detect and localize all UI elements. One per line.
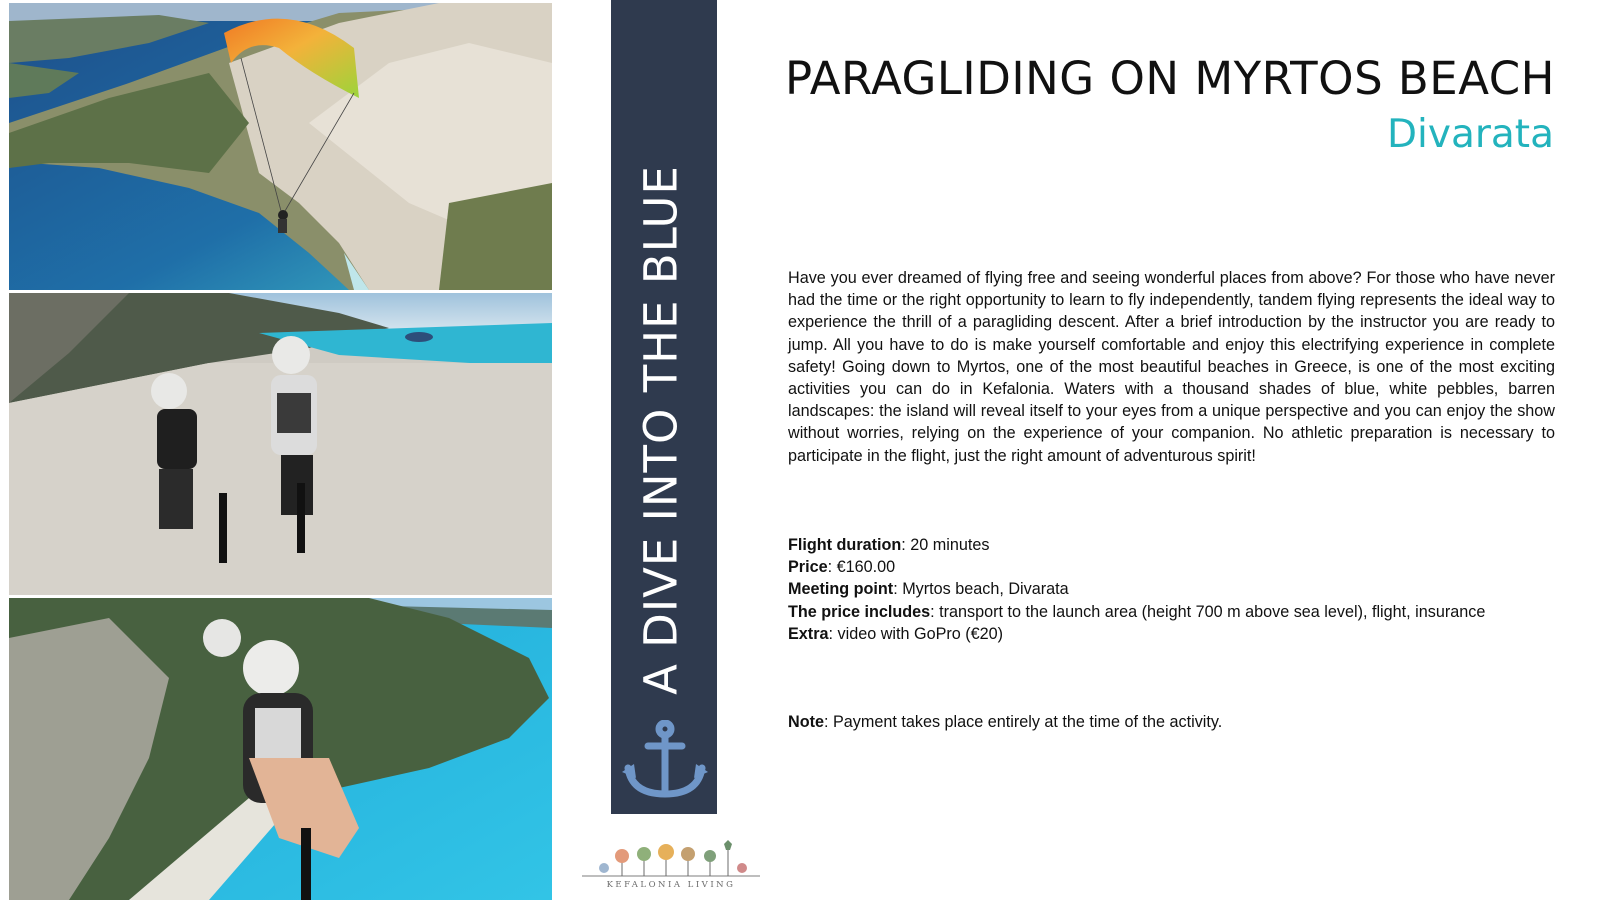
- detail-label: The price includes: [788, 602, 931, 621]
- banner-tagline: A DIVE INTO THE BLUE: [634, 165, 688, 695]
- photo-tandem-flight-over-myrtos: [9, 598, 552, 900]
- detail-value: transport to the launch area (height 700 m above sea level), flight, insurance: [939, 602, 1486, 621]
- payment-note: Note: Payment takes place entirely at the time of the activity.: [788, 713, 1223, 731]
- detail-price-includes: The price includes: transport to the launch area (height 700 m above sea level), flight, insurance: [788, 602, 1486, 621]
- note-value: Payment takes place entirely at the time of the activity.: [832, 713, 1223, 731]
- detail-label: Meeting point: [788, 580, 894, 599]
- detail-label: Price: [788, 558, 828, 577]
- location-subtitle: Divarata: [1387, 112, 1554, 157]
- detail-label: Flight duration: [788, 536, 902, 554]
- activity-description: Have you ever dreamed of flying free and seeing wonderful places from above? For those who have never had the time or the right opportunity to learn to fly independently, tandem flying represents the ideal way to experience the thrill of a paragliding descent. After a brief introduction by the instructor you are ready to jump. All you have to do is make yourself comfortable and enjoy this electrifying experience in complete safety! Going down to Myrtos, one of the most beautiful beaches in Greece, is one of the most exciting activities you can do in Kefalonia. Waters with a thousand shades of blue, white pebbles, barren landscapes: the island will reveal itself to your eyes from a unique perspective and you can enjoy the show without worries, relying on the experience of your companion. No athletic preparation is necessary to participate in the flight, just the right amount of adventurous spirit!: [788, 269, 1555, 465]
- detail-price: Price: €160.00: [788, 558, 896, 577]
- anchor-icon: [620, 720, 710, 802]
- page-title: PARAGLIDING ON MYRTOS BEACH: [785, 52, 1555, 105]
- logo-text: KEFALONIA LIVING: [606, 880, 736, 890]
- detail-value: 20 minutes: [910, 536, 990, 554]
- photo-paraglider-over-cliffs: [9, 3, 552, 290]
- detail-label: Extra: [788, 624, 829, 643]
- detail-value: video with GoPro (€20): [837, 624, 1004, 643]
- note-label: Note: [788, 713, 824, 731]
- activity-details: [788, 534, 1555, 645]
- detail-flight-duration: Flight duration: 20 minutes: [788, 536, 990, 554]
- detail-extra: Extra: video with GoPro (€20): [788, 624, 1004, 643]
- detail-meeting-point: Meeting point: Myrtos beach, Divarata: [788, 580, 1069, 599]
- detail-value: €160.00: [836, 558, 896, 577]
- photo-instructor-and-passenger-on-beach: [9, 293, 552, 595]
- detail-value: Myrtos beach, Divarata: [902, 580, 1069, 599]
